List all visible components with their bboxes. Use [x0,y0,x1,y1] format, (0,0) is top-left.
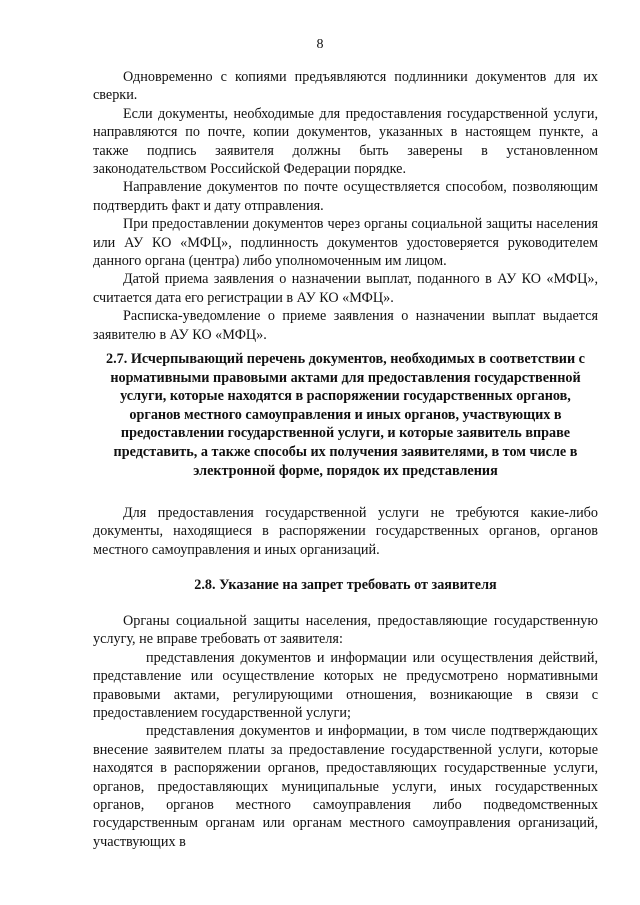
section-2-8-body [93,612,598,851]
section-2-7-heading: 2.7. Исчерпывающий перечень документов, необходимых в соответствии с нормативными правовыми актами для предоставления государственной услуги, которые находятся в распоряжении государственных органов, органов местного самоуправления и иных органов, участвующих в предоставлении государственной услуги, и которые заявитель вправе представить, а также способы их получения заявителями, в том числе в электронной форме, порядок их представления [106,351,585,479]
paragraph-receipt-date: Датой приема заявления о назначении выплат, поданного в АУ КО «МФЦ», считается дата его регистрации в АУ КО «МФЦ». [93,271,598,306]
paragraph-postal-method: Направление документов по почте осуществляется способом, позволяющим подтвердить факт и дату отправления. [93,179,598,214]
paragraph-originals: Одновременно с копиями предъявляются подлинники документов для их сверки. [93,69,598,104]
section-2-8-item-1: представления документов и информации или осуществления действий, представление или осуществление которых не предусмотрено нормативными правовыми актами, регулирующими отношения, возникающие в связи с предоставлением государственной услуги; [93,649,598,722]
paragraph-notification-receipt: Расписка-уведомление о приеме заявления о назначении выплат выдается заявителю в АУ КО «МФЦ». [93,308,598,343]
section-2-7-text: Для предоставления государственной услуги не требуются какие-либо документы, находящиеся в распоряжении государственных органов, органов местного самоуправления и иных организаций. [93,505,598,558]
section-2-7-body [93,504,598,559]
top-paragraphs [93,68,598,344]
section-2-8-item-2: представления документов и информации, в том числе подтверждающих внесение заявителем платы за предоставление государственной услуги, которые находятся в распоряжении органов, предоставляющих государственные услуги, органов, предоставляющих муниципальные услуги, иных государственных органов, органов местного самоуправления либо подведомственных государственным органам или органам местного самоуправления организаций, участвующих в [93,723,598,850]
section-2-8-intro: Органы социальной защиты населения, предоставляющие государственную услугу, не вправе требовать от заявителя: [93,613,598,648]
paragraph-authenticity: При предоставлении документов через органы социальной защиты населения или АУ КО «МФЦ», подлинность документов удостоверяется руководителем данного органа (центра) либо уполномоченным им лицом. [93,216,598,270]
section-2-8-heading: 2.8. Указание на запрет требовать от заявителя [194,577,497,593]
page-number: 8 [316,37,324,52]
paragraph-postal-copies: Если документы, необходимые для предоставления государственной услуги, направляются по почте, копии документов, указанных в настоящем пункте, а также подпись заявителя должны быть заверены в установленном законодательством Российской Федерации порядке. [93,105,598,178]
